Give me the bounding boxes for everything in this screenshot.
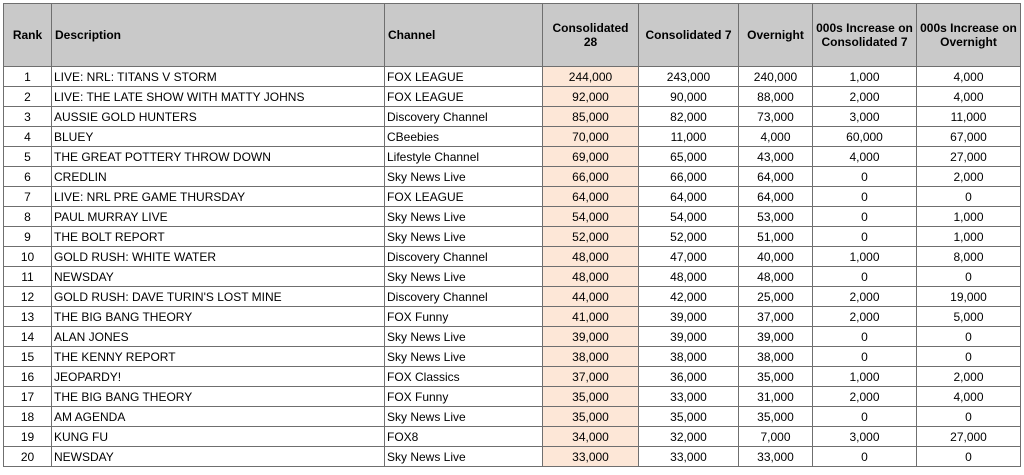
cell-description: JEOPARDY! <box>52 367 385 387</box>
cell-channel: FOX LEAGUE <box>385 67 543 87</box>
cell-channel: Discovery Channel <box>385 247 543 267</box>
cell-increase-consolidated-7: 2,000 <box>813 387 917 407</box>
cell-increase-overnight: 8,000 <box>917 247 1021 267</box>
cell-consolidated-7: 243,000 <box>639 67 739 87</box>
header-increase-consolidated-7: 000s Increase on Consolidated 7 <box>813 4 917 67</box>
cell-consolidated-7: 65,000 <box>639 147 739 167</box>
table-row <box>4 127 1021 147</box>
header-rank: Rank <box>4 4 52 67</box>
header-description: Description <box>52 4 385 67</box>
cell-overnight: 4,000 <box>739 127 813 147</box>
cell-increase-overnight: 0 <box>917 347 1021 367</box>
cell-consolidated-7: 82,000 <box>639 107 739 127</box>
cell-increase-overnight: 19,000 <box>917 287 1021 307</box>
table-row <box>4 307 1021 327</box>
cell-consolidated-28: 64,000 <box>543 187 639 207</box>
cell-increase-consolidated-7: 1,000 <box>813 367 917 387</box>
cell-increase-overnight: 0 <box>917 407 1021 427</box>
table-row <box>4 167 1021 187</box>
cell-increase-consolidated-7: 60,000 <box>813 127 917 147</box>
cell-overnight: 51,000 <box>739 227 813 247</box>
cell-consolidated-7: 64,000 <box>639 187 739 207</box>
cell-consolidated-7: 33,000 <box>639 447 739 467</box>
cell-consolidated-28: 38,000 <box>543 347 639 367</box>
cell-increase-overnight: 27,000 <box>917 427 1021 447</box>
cell-consolidated-7: 35,000 <box>639 407 739 427</box>
cell-consolidated-7: 48,000 <box>639 267 739 287</box>
cell-consolidated-7: 32,000 <box>639 427 739 447</box>
cell-rank: 12 <box>4 287 52 307</box>
table-row <box>4 347 1021 367</box>
cell-rank: 11 <box>4 267 52 287</box>
cell-consolidated-7: 54,000 <box>639 207 739 227</box>
table-row <box>4 327 1021 347</box>
cell-overnight: 38,000 <box>739 347 813 367</box>
cell-description: PAUL MURRAY LIVE <box>52 207 385 227</box>
cell-increase-consolidated-7: 3,000 <box>813 107 917 127</box>
cell-overnight: 64,000 <box>739 167 813 187</box>
cell-increase-overnight: 4,000 <box>917 87 1021 107</box>
cell-channel: Discovery Channel <box>385 287 543 307</box>
cell-consolidated-28: 44,000 <box>543 287 639 307</box>
cell-consolidated-7: 39,000 <box>639 327 739 347</box>
table-row <box>4 107 1021 127</box>
table-row <box>4 407 1021 427</box>
cell-increase-consolidated-7: 1,000 <box>813 247 917 267</box>
cell-consolidated-7: 42,000 <box>639 287 739 307</box>
cell-overnight: 25,000 <box>739 287 813 307</box>
cell-rank: 4 <box>4 127 52 147</box>
cell-consolidated-28: 48,000 <box>543 267 639 287</box>
cell-description: NEWSDAY <box>52 447 385 467</box>
cell-consolidated-28: 33,000 <box>543 447 639 467</box>
cell-consolidated-28: 54,000 <box>543 207 639 227</box>
cell-channel: FOX8 <box>385 427 543 447</box>
cell-channel: Sky News Live <box>385 447 543 467</box>
table-body <box>4 67 1021 467</box>
cell-description: BLUEY <box>52 127 385 147</box>
cell-increase-consolidated-7: 3,000 <box>813 427 917 447</box>
cell-increase-overnight: 0 <box>917 267 1021 287</box>
cell-description: AM AGENDA <box>52 407 385 427</box>
table-header <box>4 4 1021 67</box>
ratings-table-container <box>3 3 1020 471</box>
cell-rank: 1 <box>4 67 52 87</box>
cell-channel: Sky News Live <box>385 207 543 227</box>
cell-increase-consolidated-7: 0 <box>813 407 917 427</box>
table-row <box>4 227 1021 247</box>
cell-consolidated-28: 92,000 <box>543 87 639 107</box>
cell-increase-consolidated-7: 2,000 <box>813 307 917 327</box>
cell-description: KUNG FU <box>52 427 385 447</box>
cell-channel: FOX Funny <box>385 307 543 327</box>
cell-rank: 16 <box>4 367 52 387</box>
cell-increase-consolidated-7: 0 <box>813 347 917 367</box>
cell-increase-consolidated-7: 1,000 <box>813 67 917 87</box>
cell-channel: Lifestyle Channel <box>385 147 543 167</box>
cell-increase-overnight: 0 <box>917 187 1021 207</box>
cell-increase-consolidated-7: 0 <box>813 187 917 207</box>
cell-description: NEWSDAY <box>52 267 385 287</box>
cell-increase-consolidated-7: 0 <box>813 167 917 187</box>
cell-overnight: 40,000 <box>739 247 813 267</box>
cell-channel: CBeebies <box>385 127 543 147</box>
cell-consolidated-28: 52,000 <box>543 227 639 247</box>
cell-overnight: 37,000 <box>739 307 813 327</box>
cell-overnight: 73,000 <box>739 107 813 127</box>
cell-increase-overnight: 2,000 <box>917 167 1021 187</box>
cell-description: CREDLIN <box>52 167 385 187</box>
cell-overnight: 43,000 <box>739 147 813 167</box>
cell-overnight: 240,000 <box>739 67 813 87</box>
cell-channel: FOX LEAGUE <box>385 187 543 207</box>
cell-increase-overnight: 4,000 <box>917 67 1021 87</box>
cell-channel: FOX LEAGUE <box>385 87 543 107</box>
table-row <box>4 287 1021 307</box>
cell-description: THE BOLT REPORT <box>52 227 385 247</box>
cell-increase-consolidated-7: 0 <box>813 227 917 247</box>
cell-rank: 15 <box>4 347 52 367</box>
cell-rank: 9 <box>4 227 52 247</box>
cell-rank: 10 <box>4 247 52 267</box>
header-row <box>4 4 1021 67</box>
cell-consolidated-28: 70,000 <box>543 127 639 147</box>
header-consolidated-7: Consolidated 7 <box>639 4 739 67</box>
cell-consolidated-7: 38,000 <box>639 347 739 367</box>
cell-description: LIVE: NRL: TITANS V STORM <box>52 67 385 87</box>
cell-description: THE BIG BANG THEORY <box>52 387 385 407</box>
cell-rank: 13 <box>4 307 52 327</box>
cell-overnight: 7,000 <box>739 427 813 447</box>
cell-description: LIVE: NRL PRE GAME THURSDAY <box>52 187 385 207</box>
cell-description: AUSSIE GOLD HUNTERS <box>52 107 385 127</box>
header-consolidated-28: Consolidated 28 <box>543 4 639 67</box>
header-overnight: Overnight <box>739 4 813 67</box>
cell-description: THE BIG BANG THEORY <box>52 307 385 327</box>
cell-rank: 19 <box>4 427 52 447</box>
cell-channel: FOX Funny <box>385 387 543 407</box>
cell-description: THE GREAT POTTERY THROW DOWN <box>52 147 385 167</box>
cell-consolidated-28: 244,000 <box>543 67 639 87</box>
table-row <box>4 67 1021 87</box>
cell-consolidated-28: 35,000 <box>543 387 639 407</box>
cell-increase-consolidated-7: 2,000 <box>813 287 917 307</box>
cell-consolidated-28: 85,000 <box>543 107 639 127</box>
cell-consolidated-7: 33,000 <box>639 387 739 407</box>
table-row <box>4 207 1021 227</box>
cell-description: GOLD RUSH: DAVE TURIN'S LOST MINE <box>52 287 385 307</box>
cell-rank: 3 <box>4 107 52 127</box>
table-row <box>4 387 1021 407</box>
table-row <box>4 367 1021 387</box>
cell-overnight: 88,000 <box>739 87 813 107</box>
cell-channel: Sky News Live <box>385 407 543 427</box>
cell-description: THE KENNY REPORT <box>52 347 385 367</box>
cell-channel: Discovery Channel <box>385 107 543 127</box>
cell-increase-overnight: 1,000 <box>917 207 1021 227</box>
cell-consolidated-7: 11,000 <box>639 127 739 147</box>
cell-consolidated-7: 36,000 <box>639 367 739 387</box>
cell-description: ALAN JONES <box>52 327 385 347</box>
table-row <box>4 267 1021 287</box>
cell-consolidated-28: 34,000 <box>543 427 639 447</box>
cell-increase-overnight: 5,000 <box>917 307 1021 327</box>
cell-rank: 17 <box>4 387 52 407</box>
cell-overnight: 33,000 <box>739 447 813 467</box>
cell-increase-overnight: 2,000 <box>917 367 1021 387</box>
table-row <box>4 87 1021 107</box>
cell-increase-consolidated-7: 2,000 <box>813 87 917 107</box>
cell-overnight: 39,000 <box>739 327 813 347</box>
cell-increase-overnight: 11,000 <box>917 107 1021 127</box>
cell-rank: 8 <box>4 207 52 227</box>
cell-increase-consolidated-7: 0 <box>813 267 917 287</box>
cell-increase-consolidated-7: 0 <box>813 207 917 227</box>
table-row <box>4 147 1021 167</box>
cell-rank: 18 <box>4 407 52 427</box>
cell-increase-consolidated-7: 4,000 <box>813 147 917 167</box>
cell-increase-consolidated-7: 0 <box>813 447 917 467</box>
cell-consolidated-7: 52,000 <box>639 227 739 247</box>
cell-consolidated-28: 69,000 <box>543 147 639 167</box>
cell-description: LIVE: THE LATE SHOW WITH MATTY JOHNS <box>52 87 385 107</box>
cell-consolidated-7: 47,000 <box>639 247 739 267</box>
cell-increase-overnight: 67,000 <box>917 127 1021 147</box>
cell-overnight: 48,000 <box>739 267 813 287</box>
cell-increase-overnight: 0 <box>917 447 1021 467</box>
cell-rank: 2 <box>4 87 52 107</box>
cell-overnight: 64,000 <box>739 187 813 207</box>
cell-consolidated-7: 90,000 <box>639 87 739 107</box>
cell-channel: Sky News Live <box>385 347 543 367</box>
cell-consolidated-28: 39,000 <box>543 327 639 347</box>
cell-rank: 14 <box>4 327 52 347</box>
cell-channel: FOX Classics <box>385 367 543 387</box>
cell-overnight: 35,000 <box>739 367 813 387</box>
cell-channel: Sky News Live <box>385 267 543 287</box>
cell-rank: 7 <box>4 187 52 207</box>
ratings-table <box>3 3 1021 467</box>
cell-consolidated-28: 37,000 <box>543 367 639 387</box>
cell-consolidated-28: 48,000 <box>543 247 639 267</box>
table-row <box>4 247 1021 267</box>
cell-consolidated-7: 66,000 <box>639 167 739 187</box>
cell-consolidated-7: 39,000 <box>639 307 739 327</box>
cell-description: GOLD RUSH: WHITE WATER <box>52 247 385 267</box>
cell-consolidated-28: 35,000 <box>543 407 639 427</box>
cell-channel: Sky News Live <box>385 167 543 187</box>
table-row <box>4 447 1021 467</box>
cell-rank: 5 <box>4 147 52 167</box>
cell-overnight: 35,000 <box>739 407 813 427</box>
cell-consolidated-28: 66,000 <box>543 167 639 187</box>
table-row <box>4 427 1021 447</box>
cell-increase-overnight: 4,000 <box>917 387 1021 407</box>
cell-rank: 6 <box>4 167 52 187</box>
table-row <box>4 187 1021 207</box>
cell-rank: 20 <box>4 447 52 467</box>
cell-increase-consolidated-7: 0 <box>813 327 917 347</box>
cell-increase-overnight: 0 <box>917 327 1021 347</box>
header-channel: Channel <box>385 4 543 67</box>
cell-increase-overnight: 1,000 <box>917 227 1021 247</box>
cell-channel: Sky News Live <box>385 227 543 247</box>
cell-overnight: 53,000 <box>739 207 813 227</box>
cell-consolidated-28: 41,000 <box>543 307 639 327</box>
cell-overnight: 31,000 <box>739 387 813 407</box>
header-increase-overnight: 000s Increase on Overnight <box>917 4 1021 67</box>
cell-channel: Sky News Live <box>385 327 543 347</box>
cell-increase-overnight: 27,000 <box>917 147 1021 167</box>
